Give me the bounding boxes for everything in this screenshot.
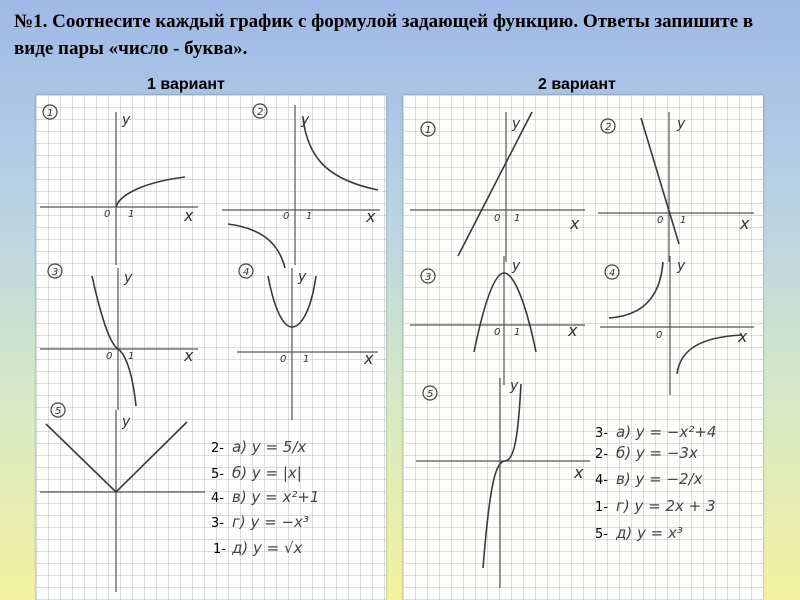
svg-text:0: 0 <box>494 213 501 224</box>
svg-text:1: 1 <box>306 211 313 222</box>
v1-curve-2b <box>228 224 285 268</box>
svg-text:y: y <box>122 414 131 430</box>
svg-text:а) y = −x²+4: а) y = −x²+4 <box>616 423 717 441</box>
svg-text:3-: 3- <box>211 516 224 531</box>
svg-text:3-: 3- <box>595 426 608 441</box>
v2-curve-1 <box>458 112 532 256</box>
svg-text:x: x <box>366 207 376 226</box>
svg-text:y: y <box>510 378 519 394</box>
svg-text:5: 5 <box>427 389 434 400</box>
svg-text:y: y <box>301 112 310 128</box>
svg-text:б) y = |x|: б) y = |x| <box>232 464 302 482</box>
svg-text:y: y <box>122 112 131 128</box>
v2-graph-1 <box>410 112 585 262</box>
v2-graph-5 <box>416 378 590 588</box>
svg-text:в) y = −2/x: в) y = −2/x <box>616 470 703 488</box>
svg-text:г) y = −x³: г) y = −x³ <box>232 513 309 531</box>
v2-curve-3 <box>474 273 536 352</box>
svg-text:2-: 2- <box>211 441 224 456</box>
svg-text:y: y <box>677 116 686 132</box>
svg-text:x: x <box>184 206 194 225</box>
v2-curve-4a <box>609 262 663 318</box>
svg-text:3: 3 <box>52 267 59 278</box>
v2-curve-5 <box>483 384 521 568</box>
svg-text:1: 1 <box>514 327 521 338</box>
v1-answers <box>211 438 319 557</box>
svg-text:0: 0 <box>494 327 501 338</box>
svg-text:б) y = −3x: б) y = −3x <box>616 444 698 462</box>
svg-text:д) y = x³: д) y = x³ <box>616 524 683 542</box>
v2-graph-3 <box>410 256 585 385</box>
svg-text:5-: 5- <box>211 467 224 482</box>
svg-text:x: x <box>574 463 584 482</box>
svg-text:0: 0 <box>280 354 287 365</box>
svg-text:3: 3 <box>425 272 432 283</box>
v1-curve-3 <box>92 276 136 406</box>
svg-text:1-: 1- <box>595 500 608 515</box>
v2-graph-2 <box>598 112 754 262</box>
v1-graph-1 <box>40 105 198 265</box>
svg-text:y: y <box>512 116 521 132</box>
svg-text:y: y <box>298 269 307 285</box>
svg-text:1: 1 <box>425 125 432 136</box>
svg-text:а) y = 5/x: а) y = 5/x <box>232 438 307 456</box>
svg-text:x: x <box>568 321 578 340</box>
svg-text:4: 4 <box>243 267 250 278</box>
svg-text:2: 2 <box>257 107 264 118</box>
svg-text:5: 5 <box>55 406 62 417</box>
v1-graph-4 <box>237 264 378 420</box>
svg-text:2-: 2- <box>595 447 608 462</box>
svg-text:1: 1 <box>303 354 310 365</box>
v2-curve-4b <box>677 335 742 374</box>
v1-graph-3 <box>40 264 198 410</box>
svg-text:y: y <box>677 258 686 274</box>
v1-graph-5 <box>40 403 205 592</box>
svg-text:1: 1 <box>128 209 135 220</box>
svg-text:4-: 4- <box>211 491 224 506</box>
v1-curve-2a <box>303 118 378 190</box>
svg-text:y: y <box>512 258 521 274</box>
svg-text:x: x <box>740 214 750 233</box>
task-title: №1. Соотнесите каждый график с формулой задающей функцию. Ответы запишите в виде пары «число - буква». <box>14 11 754 59</box>
v1-curve-1 <box>116 177 185 207</box>
svg-text:1: 1 <box>514 213 521 224</box>
svg-text:в) y = x²+1: в) y = x²+1 <box>232 488 320 506</box>
v2-graph-4 <box>600 256 754 395</box>
svg-text:x: x <box>184 346 194 365</box>
svg-text:4: 4 <box>609 268 616 279</box>
svg-text:д) y = √x: д) y = √x <box>232 539 303 557</box>
svg-text:x: x <box>364 349 374 368</box>
svg-text:2: 2 <box>605 122 612 133</box>
svg-text:5-: 5- <box>595 527 608 542</box>
svg-text:1-: 1- <box>213 542 226 557</box>
svg-text:г) y = 2x + 3: г) y = 2x + 3 <box>616 497 716 515</box>
svg-text:1: 1 <box>47 108 54 119</box>
svg-text:0: 0 <box>656 330 663 341</box>
svg-text:y: y <box>124 270 133 286</box>
v1-graph-2 <box>222 104 380 268</box>
svg-text:4-: 4- <box>595 473 608 488</box>
variant-1-label: 1 вариант <box>147 76 225 93</box>
svg-text:1: 1 <box>128 351 135 362</box>
svg-text:x: x <box>738 327 748 346</box>
svg-text:x: x <box>570 214 580 233</box>
v2-answers <box>595 423 716 542</box>
svg-text:0: 0 <box>283 211 290 222</box>
variant-2-label: 2 вариант <box>538 76 616 93</box>
svg-text:1: 1 <box>680 215 687 226</box>
svg-text:0: 0 <box>104 209 111 220</box>
svg-text:0: 0 <box>657 215 664 226</box>
svg-text:0: 0 <box>106 351 113 362</box>
